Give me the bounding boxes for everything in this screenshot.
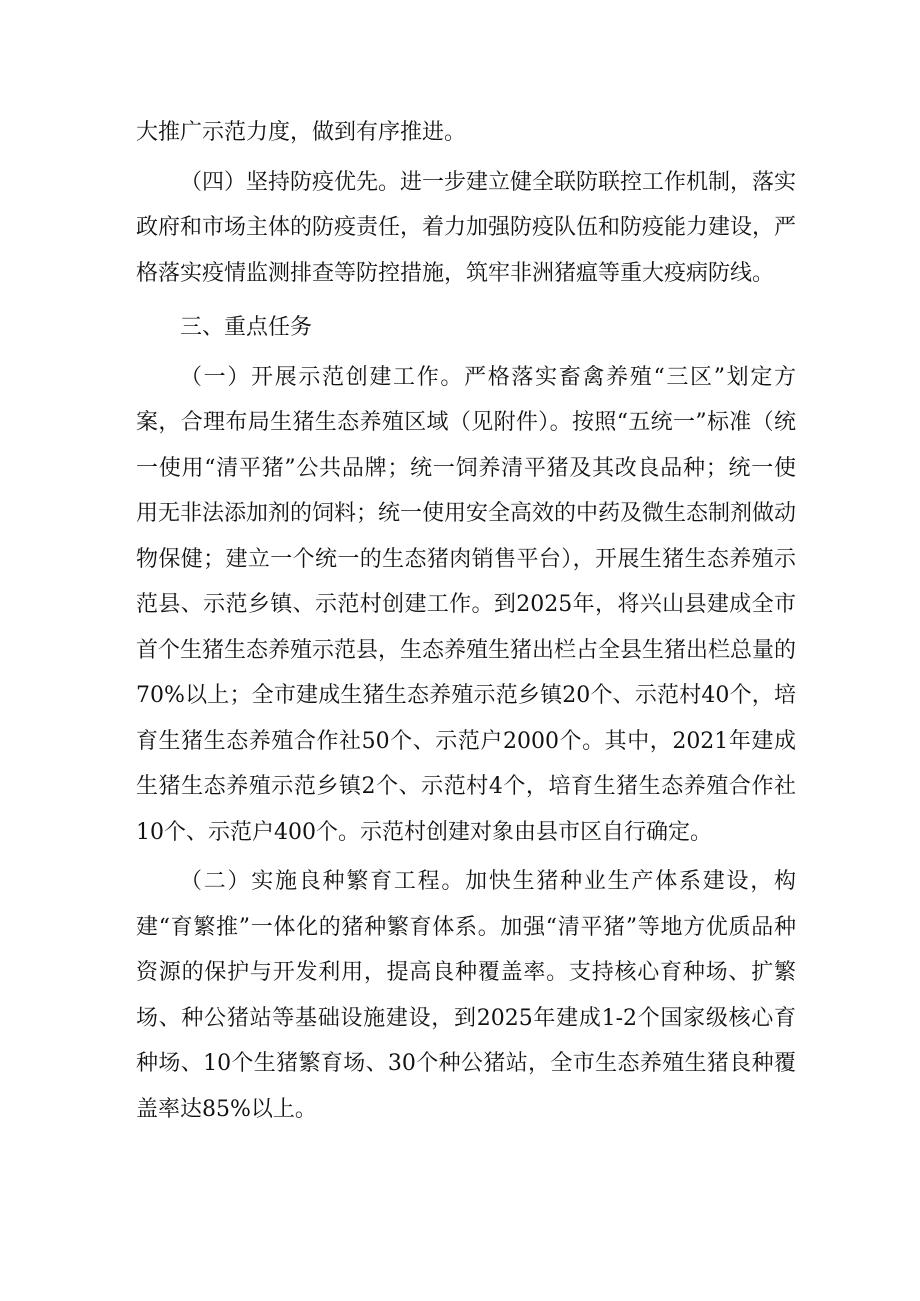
- paragraph-continuation: 大推广示范力度，做到有序推进。: [136, 120, 467, 145]
- paragraph-breeding-project: （二）实施良种繁育工程。加快生猪种业生产体系建设，构建“育繁推”一体化的猪种繁育体系。加强“清平猪”等地方优质品种资源的保护与开发利用，提高良种覆盖率。支持核心育种场、扩繁场、种公猪站等基础设施建设，到2025年建成1-2个国家级核心育种场、10个生猪繁育场、30个种公猪站，全市生态养殖生猪良种覆盖率达85%以上。: [136, 869, 796, 1122]
- section-heading-key-tasks: 三、重点任务: [180, 315, 313, 340]
- document-body: [136, 110, 796, 1132]
- paragraph-demonstration-creation: （一）开展示范创建工作。严格落实畜禽养殖“三区”划定方案，合理布局生猪生态养殖区域（见附件）。按照“五统一”标准（统一使用“清平猪”公共品牌；统一饲养清平猪及其改良品种；统一使用无非法添加剂的饲料；统一使用安全高效的中药及微生态制剂做动物保健；建立一个统一的生态猪肉销售平台），开展生猪生态养殖示范县、示范乡镇、示范村创建工作。到2025年，将兴山县建成全市首个生猪生态养殖示范县，生态养殖生猪出栏占全县生猪出栏总量的70%以上；全市建成生猪生态养殖示范乡镇20个、示范村40个，培育生猪生态养殖合作社50个、示范户2000个。其中，2021年建成生猪生态养殖示范乡镇2个、示范村4个，培育生猪生态养殖合作社10个、示范户400个。示范村创建对象由县市区自行确定。: [136, 364, 797, 845]
- paragraph-epidemic-prevention: （四）坚持防疫优先。进一步建立健全联防联控工作机制，落实政府和市场主体的防疫责任，着力加强防疫队伍和防疫能力建设，严格落实疫情监测排查等防控措施，筑牢非洲猪瘟等重大疫病防线。: [136, 169, 797, 286]
